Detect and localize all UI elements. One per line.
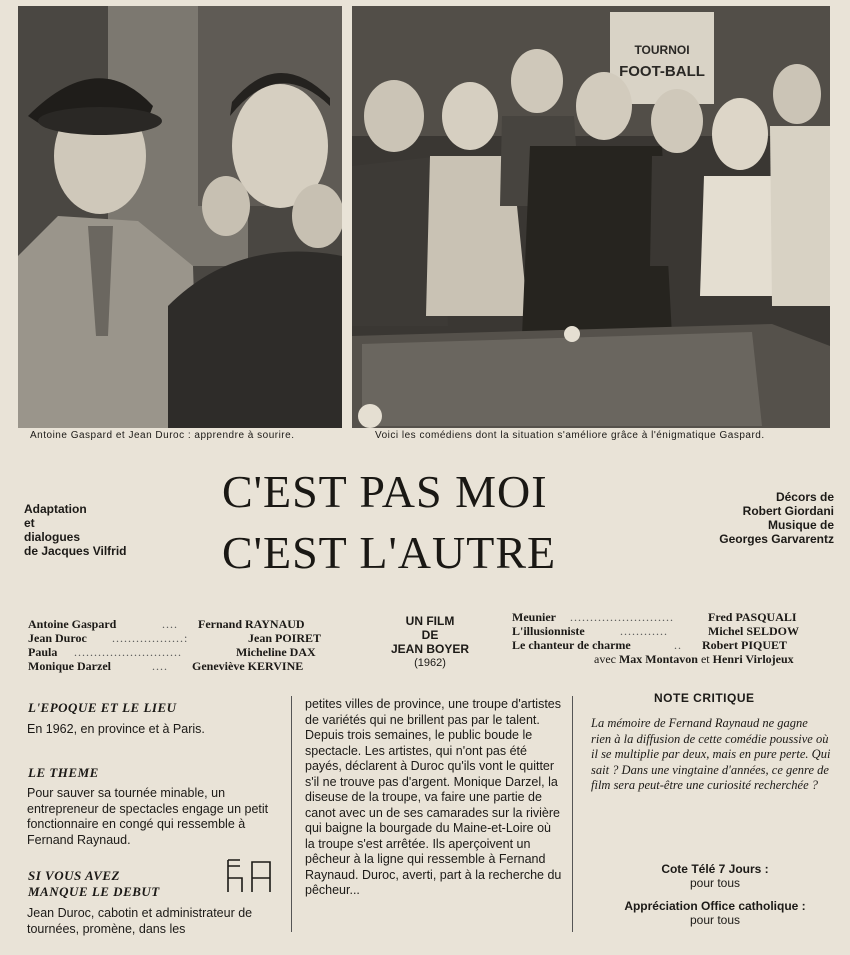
cast-dots: ............ [620,624,668,638]
avec-name2: Henri Virlojeux [712,652,794,666]
credit-line: Adaptation [24,502,87,516]
cast-actor: Fred PASQUALI [708,610,797,624]
section-theme-text: Pour sauver sa tournée minable, un entrepreneur de spectacles engage un petit fonctionnaire en congé qui ressemble à Fernand Raynaud. [27,786,269,847]
section-epoque-text: En 1962, en province et à Paris. [27,722,205,736]
debut-heading-line2: MANQUE LE DEBUT [28,884,160,899]
film-year: (1962) [414,657,446,669]
caption-right: Voici les comédiens dont la situation s'améliore grâce à l'énigmatique Gaspard. [375,430,765,441]
photo-comedians-billiard [352,6,830,428]
debut-heading-line1: SI VOUS AVEZ [28,868,120,883]
cast-actor: Robert PIQUET [702,638,787,652]
cast-role: Paula [28,645,58,659]
office-value: pour tous [689,913,741,927]
film-line: UN FILM [405,614,455,628]
cast-dots: .......................... [570,610,674,624]
cast-dots: .... [162,617,178,631]
cast-dots: ........................... [74,645,182,659]
cast-actor: Fernand RAYNAUD [198,617,305,631]
cast-dots: .... [152,659,168,673]
cast-actor: Michel SELDOW [708,624,800,638]
section-debut-heading [28,868,160,900]
cast-actor: Geneviève KERVINE [192,659,304,673]
poster-line1: TOURNOI [634,43,690,57]
cast-actor: Micheline DAX [236,645,316,659]
note-critique-heading: NOTE CRITIQUE [654,691,755,705]
poster-line2: FOOT-BALL [619,63,705,80]
cast-role: Monique Darzel [28,659,111,673]
column-rule [572,696,573,932]
avec-prefix: avec [594,652,616,666]
caption-left: Antoine Gaspard et Jean Duroc : apprendre à sourire. [30,430,295,441]
cast-role: Antoine Gaspard [28,617,117,631]
cote-tele7jours [600,862,830,890]
cast-role: L'illusionniste [512,624,585,638]
avec-et: et [700,652,710,666]
section-theme-heading: LE THEME [28,765,99,780]
section-epoque-heading: L'EPOQUE ET LE LIEU [28,700,177,715]
cast-role: Meunier [512,610,556,624]
cast-dots: ..................: [112,631,189,645]
film-title-line2: C'EST L'AUTRE [222,527,557,578]
film-director: JEAN BOYER [390,642,470,656]
credits-left [24,502,127,558]
cast-avec [594,652,794,667]
credit-line: dialogues [24,530,81,544]
credit-line: Robert Giordani [742,504,834,518]
chairs-icon [224,858,276,894]
avec-name1: Max Montavon [618,652,698,666]
appreciation-office-catholique [590,899,840,927]
credit-line: de Jacques Vilfrid [24,544,127,558]
credits-right [700,490,834,546]
film-title-line1: C'EST PAS MOI [222,466,548,517]
film-director-block [382,614,478,670]
credit-line: Georges Garvarentz [719,532,834,546]
credit-line: Décors de [775,490,834,504]
cote-label: Cote Télé 7 Jours : [661,862,769,876]
section-debut-text: Jean Duroc, cabotin et administrateur de tournées, promène, dans les [27,906,253,936]
cote-value: pour tous [689,876,741,890]
cast-dots: .. [674,638,682,652]
note-critique-text: La mémoire de Fernand Raynaud ne gagne rien à la diffusion de cette comédie poussive où il se multiplie par deux, mais en pure perte. Qui sait ? Dans une vingtaine d'années, ce genre de film sera peut-être une curiosité recherchée ? [591,716,831,792]
office-label: Appréciation Office catholique : [624,899,806,913]
credit-line: Musique de [767,518,834,532]
column-rule [291,696,292,932]
credit-line: et [24,516,35,530]
cast-role: Le chanteur de charme [512,638,631,652]
section-story-text: petites villes de province, une troupe d'artistes de variétés qui ne brillent pas par le talent. Depuis trois semaines, le public boude le spectacle. Les artistes, qui n'ont pas été payés, déclarent à Duroc qu'ils vont le quitter s'il ne trouve pas d'argent. Monique Darzel, la diseuse de la troupe, va faire une partie de canot avec un de ses camarades sur la rivière qui baigne la bourgade du Maine-et-Loire où la troupe s'est arrêtée. Ils aperçoivent un pêcheur à la ligne qui ressemble à Fernand Raynaud. Duroc, averti, part à la recherche du pêcheur... [305,697,562,897]
cast-actor: Jean POIRET [248,631,322,645]
photo-gaspard-duroc [18,6,342,428]
film-line: DE [421,628,439,642]
cast-role: Jean Duroc [28,631,87,645]
